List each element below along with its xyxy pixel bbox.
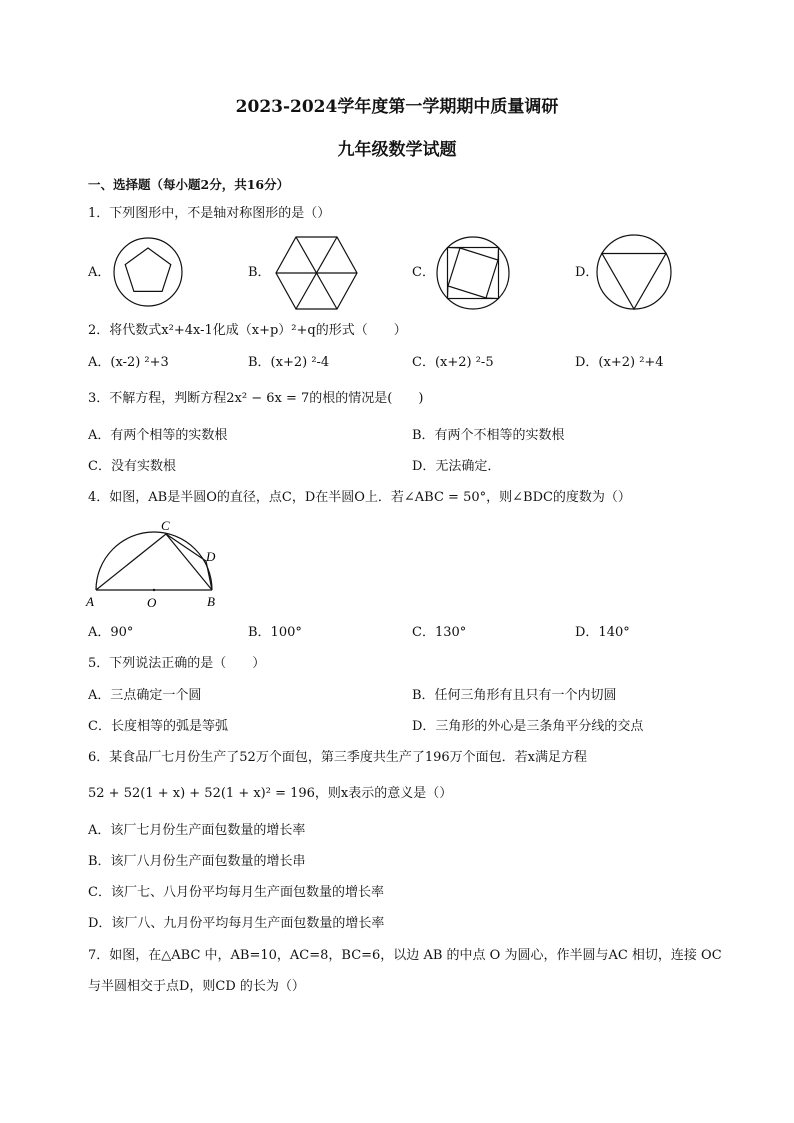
q1-option-d-label: D． xyxy=(575,265,599,280)
q1-figure-a-pentagon-in-circle xyxy=(112,236,184,308)
q1-figure-b-hexagon xyxy=(276,236,358,310)
q3-option-c: C．没有实数根 xyxy=(88,459,176,474)
label-b: B xyxy=(207,594,215,609)
q2-option-a: A．(x-2) ²+3 xyxy=(88,355,169,370)
q5-option-b: B．任何三角形有且只有一个内切圆 xyxy=(412,688,617,703)
label-c: C xyxy=(161,518,170,533)
question-4-stem: 4．如图，AB是半圆O的直径，点C，D在半圆O上．若∠ABC = 50°，则∠BDC的度数为（） xyxy=(88,490,631,505)
question-6-equation: 52 + 52(1 + x) + 52(1 + x)² = 196，则x表示的意义是（） xyxy=(88,786,453,801)
question-3-stem: 3．不解方程，判断方程2x² − 6x = 7的根的情况是( ) xyxy=(88,391,424,406)
q1-option-a-label: A． xyxy=(88,265,111,280)
label-o: O xyxy=(147,595,157,610)
q1-option-c-label: C． xyxy=(412,265,435,280)
q5-option-a: A．三点确定一个圆 xyxy=(88,688,202,703)
question-2-stem: 2．将代数式x²+4x-1化成（x+p）²+q的形式（ ） xyxy=(88,323,407,338)
q3-option-d: D．无法确定． xyxy=(412,459,501,474)
page-title: 2023-2024学年度第一学期期中质量调研 xyxy=(235,97,559,117)
page-subtitle: 九年级数学试题 xyxy=(337,140,457,160)
q1-figure-c-rotated-squares-in-circle xyxy=(436,236,510,310)
question-6-stem: 6．某食品厂七月份生产了52万个面包，第三季度共生产了196万个面包．若x满足方程 xyxy=(88,750,587,765)
q6-option-b: B．该厂八月份生产面包数量的增长串 xyxy=(88,854,306,869)
q1-option-b-label: B． xyxy=(248,265,271,280)
question-7-stem-cont: 与半圆相交于点D，则CD 的长为（） xyxy=(88,979,305,994)
q6-option-d: D．该厂八、九月份平均每月生产面包数量的增长率 xyxy=(88,916,385,931)
q4-option-c: C．130° xyxy=(412,625,467,640)
question-5-stem: 5．下列说法正确的是（ ） xyxy=(88,656,266,671)
label-a: A xyxy=(86,594,94,609)
q5-option-d: D．三角形的外心是三条角平分线的交点 xyxy=(412,719,644,734)
q5-option-c: C．长度相等的弧是等弧 xyxy=(88,719,228,734)
q6-option-c: C．该厂七、八月份平均每月生产面包数量的增长率 xyxy=(88,885,384,900)
q4-semicircle-figure xyxy=(86,518,226,610)
label-d: D xyxy=(206,549,216,564)
q6-option-a: A．该厂七月份生产面包数量的增长率 xyxy=(88,823,306,838)
q2-option-c: C．(x+2) ²-5 xyxy=(412,355,494,370)
q2-option-b: B．(x+2) ²-4 xyxy=(248,355,330,370)
section-heading: 一、选择题（每小题2分，共16分） xyxy=(88,177,290,192)
question-7-stem: 7．如图，在△ABC 中，AB=10，AC=8，BC=6，以边 AB 的中点 O 为圆心，作半圆与AC 相切，连接 OC xyxy=(88,948,722,963)
q2-option-d: D．(x+2) ²+4 xyxy=(575,355,664,370)
q4-option-d: D．140° xyxy=(575,625,630,640)
question-1-stem: 1．下列图形中，不是轴对称图形的是（） xyxy=(88,206,331,221)
q4-option-a: A．90° xyxy=(88,625,134,640)
q3-option-b: B．有两个不相等的实数根 xyxy=(412,428,565,443)
q1-figure-d-triangle-in-circle xyxy=(596,234,672,310)
q4-option-b: B．100° xyxy=(248,625,302,640)
q3-option-a: A．有两个相等的实数根 xyxy=(88,428,228,443)
